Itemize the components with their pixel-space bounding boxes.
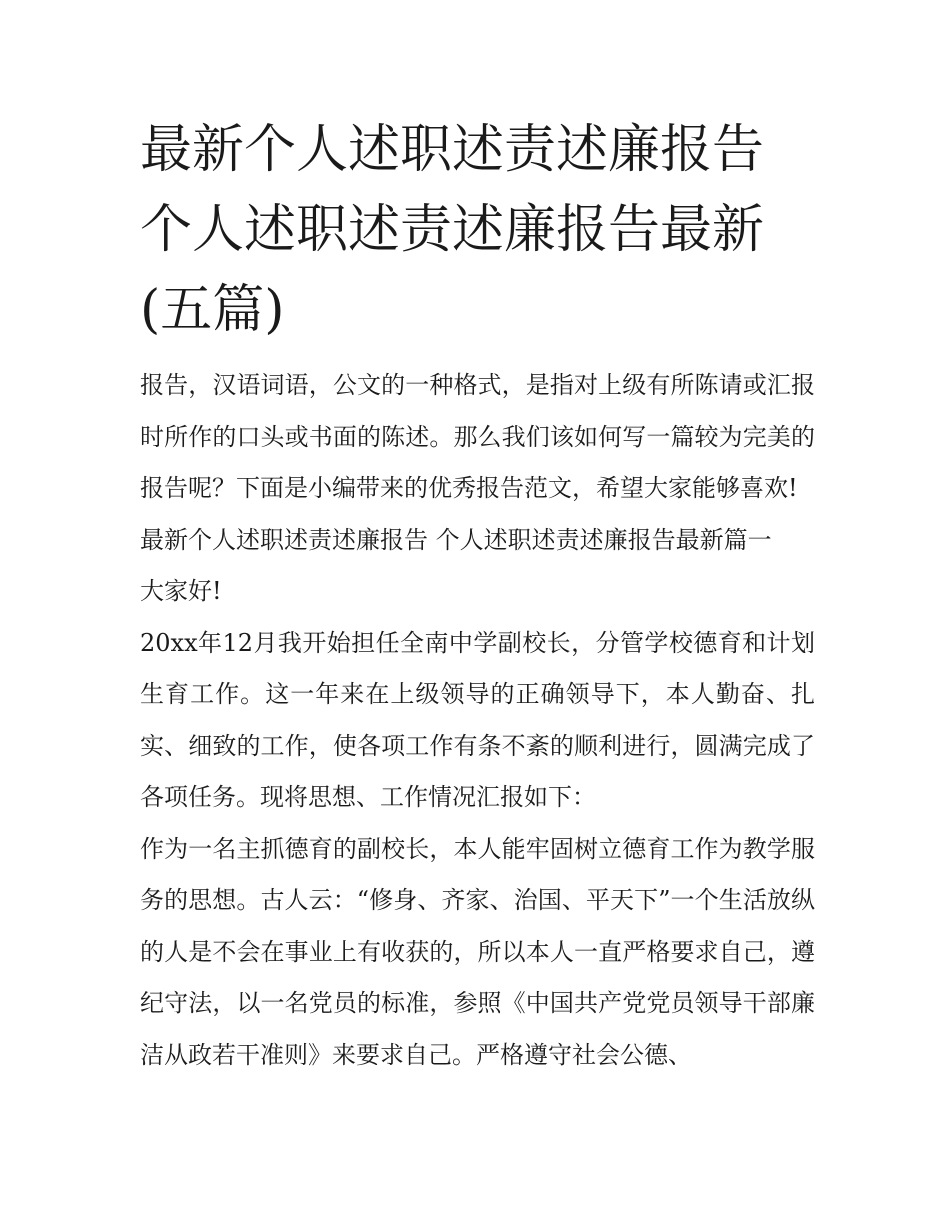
paragraph-intro: 报告，汉语词语，公文的一种格式，是指对上级有所陈请或汇报时所作的口头或书面的陈述。那么我们该如何写一篇较为完美的报告呢？下面是小编带来的优秀报告范文，希望大家能够喜欢! xyxy=(140,371,815,502)
document-page xyxy=(140,110,815,1081)
paragraph-section-heading: 最新个人述职述责述廉报告 个人述职述责述廉报告最新篇一 xyxy=(140,525,772,554)
document-title: 最新个人述职述责述廉报告 个人述职述责述廉报告最新(五篇) xyxy=(140,120,765,340)
paragraph-body-1: 20xx年12月我开始担任全南中学副校长，分管学校德育和计划生育工作。这一年来在上级领导的正确领导下，本人勤奋、扎实、细致的工作，使各项工作有条不紊的顺利进行，圆满完成了各项任务。现将思想、工作情况汇报如下： xyxy=(140,628,815,811)
paragraph-greeting: 大家好! xyxy=(140,577,222,605)
paragraph-body-2: 作为一名主抓德育的副校长，本人能牢固树立德育工作为教学服务的思想。古人云：“修身、齐家、治国、平天下”一个生活放纵的人是不会在事业上有收获的，所以本人一直严格要求自己，遵纪守法，以一名党员的标准，参照《中国共产党党员领导干部廉洁从政若干准则》来要求自己。严格遵守社会公德、 xyxy=(140,834,815,1069)
